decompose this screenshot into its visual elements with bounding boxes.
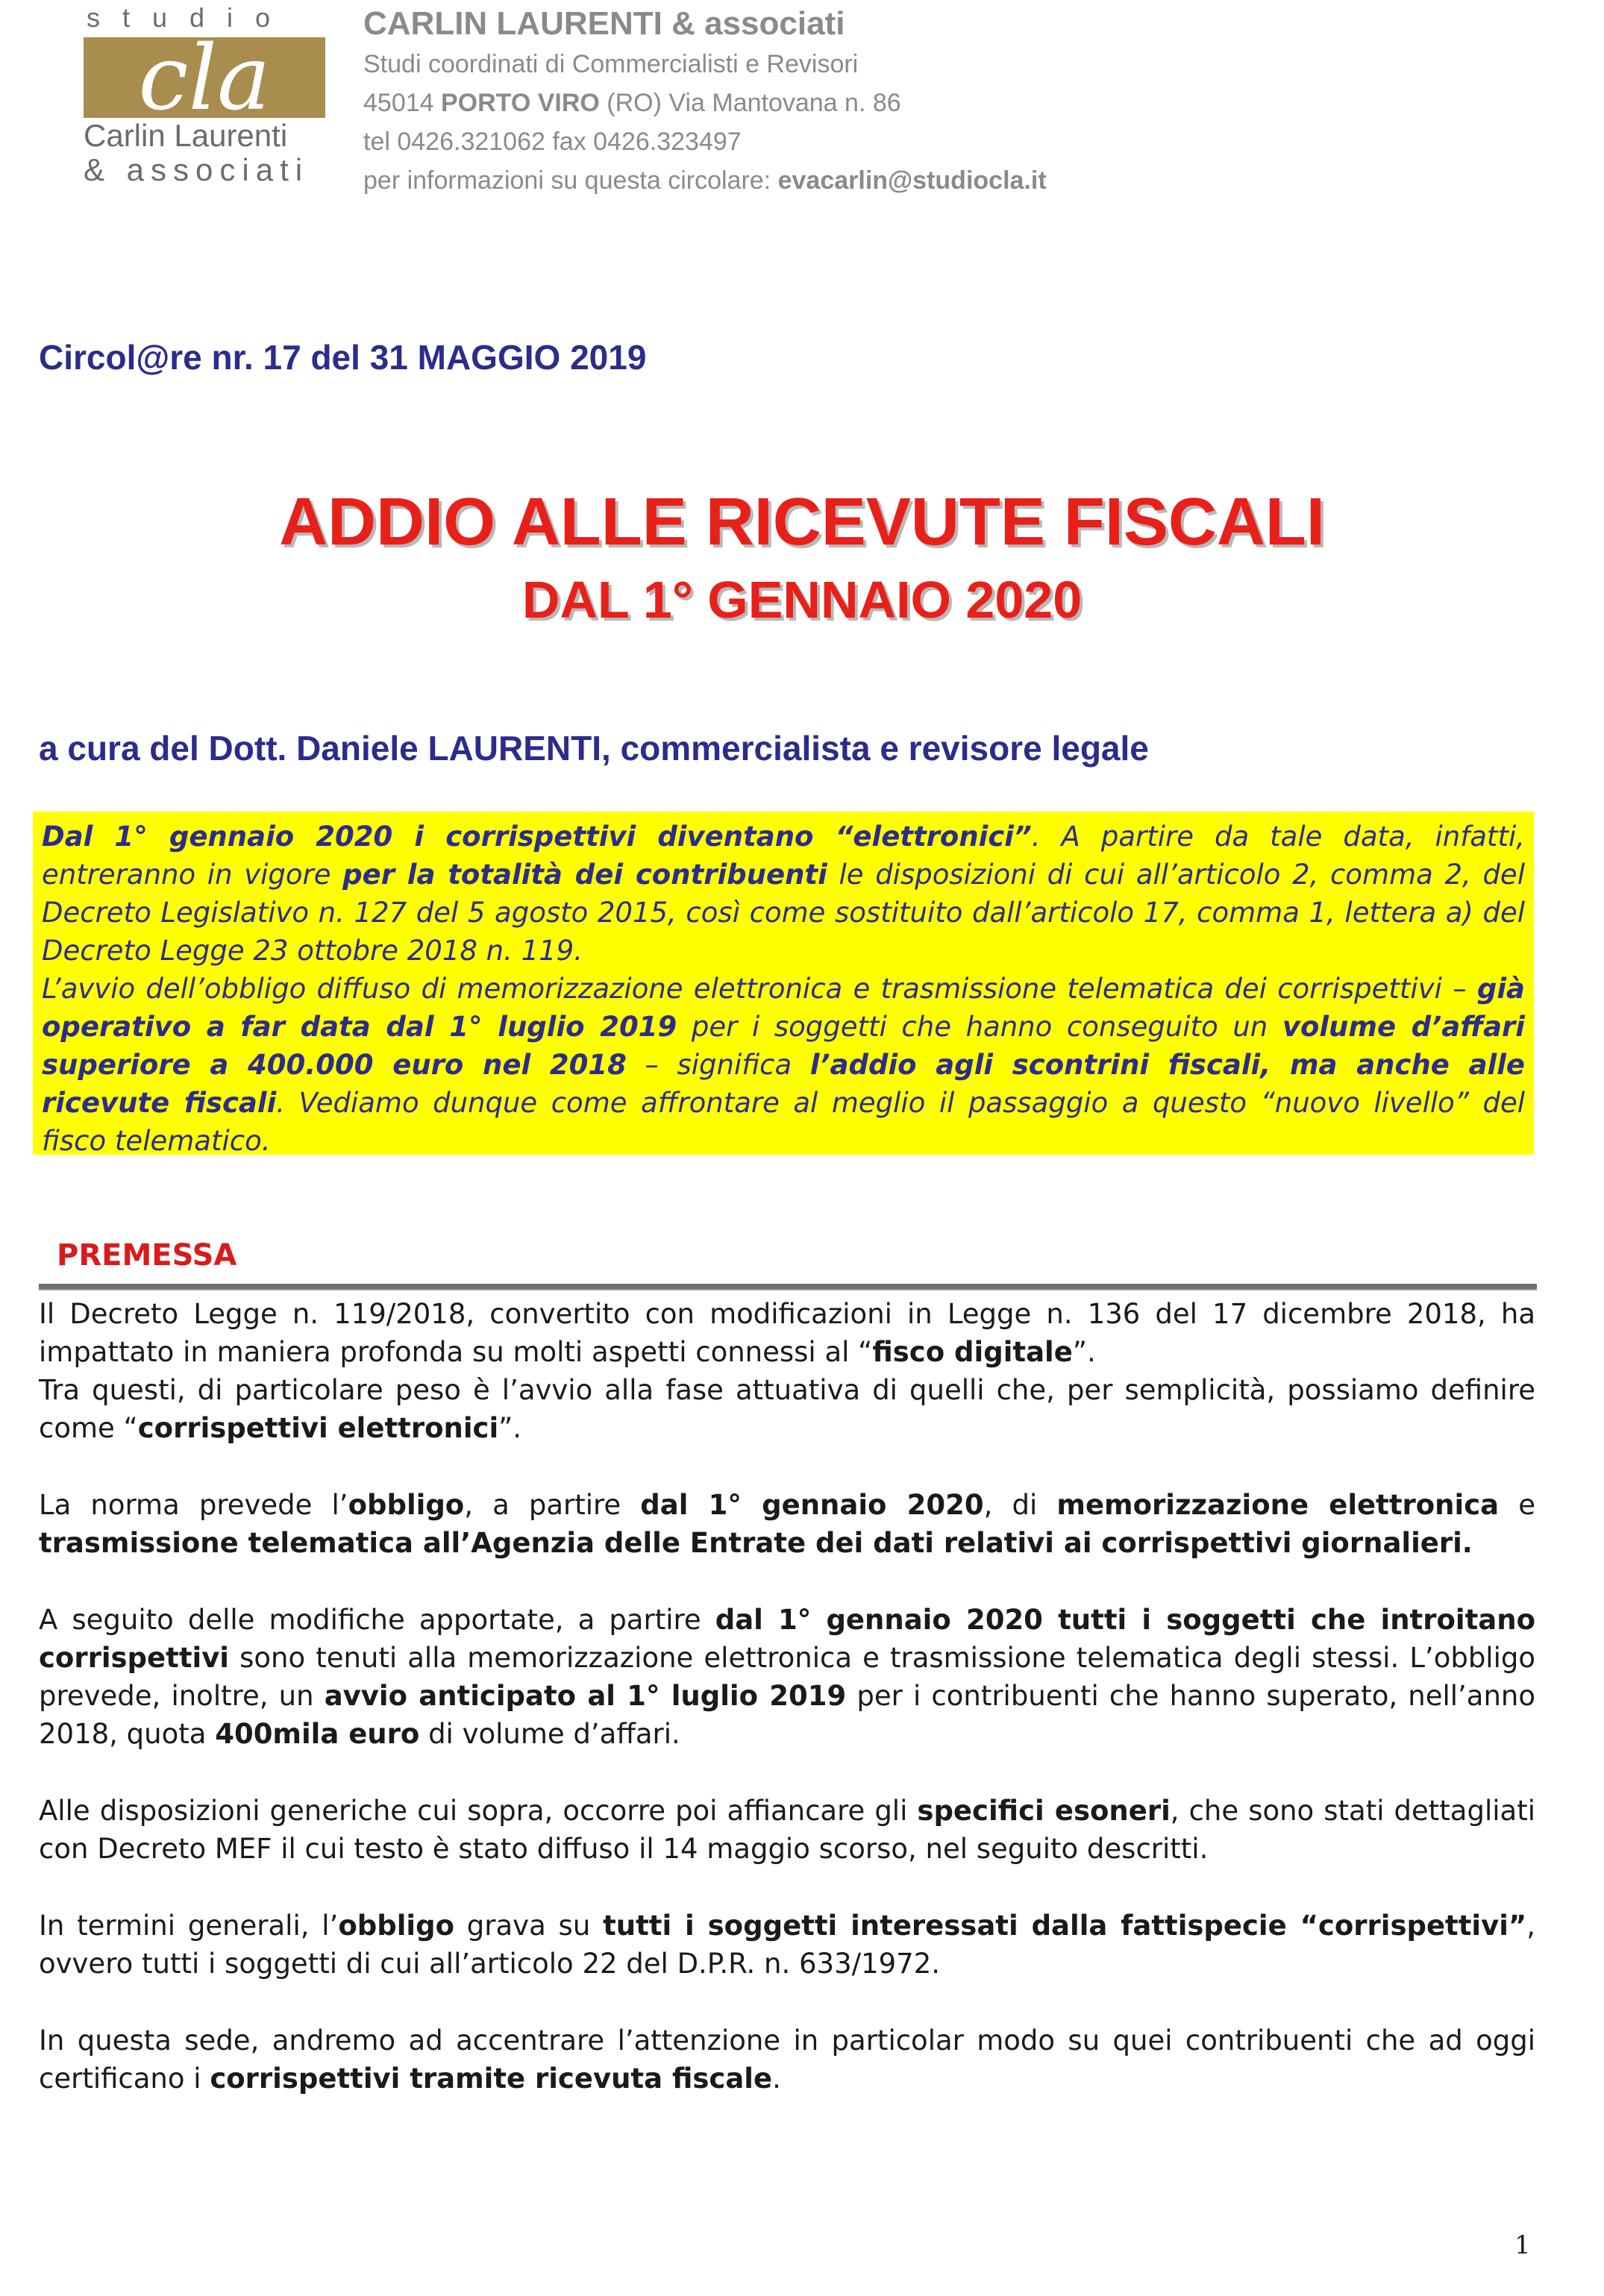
logo-assoc-text: & associati: [84, 152, 310, 187]
circolare-number: Circol@re nr. 17 del 31 MAGGIO 2019: [39, 338, 647, 377]
section-divider: [39, 1284, 1537, 1290]
org-header: [363, 3, 1408, 200]
body-paragraph-4: Alle disposizioni generiche cui sopra, occorre poi affiancare gli specifici esoneri, che sono stati dettagliati con Decreto MEF il cui testo è stato diffuso il 14 maggio scorso, nel seguito descritti.: [39, 1795, 1535, 1865]
body-paragraph-5: In termini generali, l’obbligo grava su tutti i soggetti interessati dalla fattispecie “corrispettivi”, ovvero tutti i soggetti di cui all’articolo 22 del D.P.R. n. 633/1972.: [39, 1910, 1535, 1980]
logo-mark-letters: cla: [138, 37, 271, 118]
logo-studio-text: studio: [87, 2, 293, 33]
studio-logo: [84, 0, 330, 186]
page-number: 1: [1514, 2230, 1531, 2260]
contact-email-link[interactable]: evacarlin@studiocla.it: [777, 166, 1047, 195]
author-line: a cura del Dott. Daniele LAURENTI, commercialista e revisore legale: [39, 729, 1149, 768]
section-title: PREMESSA: [57, 1238, 237, 1273]
abstract-box: [33, 812, 1534, 1155]
logo-cla-mark: [84, 37, 325, 118]
org-contact: per informazioni su questa circolare: evacarlin@studiocla.it: [363, 166, 1047, 195]
abstract-paragraph-2: L’avvio dell’obbligo diffuso di memorizzazione elettronica e trasmissione telematica dei corrispettivi – già operativo a far data dal 1° luglio 2019 per i soggetti che hanno conseguito un volume d’affari superiore a 400.000 euro nel 2018 – significa l’addio agli scontrini fiscali, ma anche alle ricevute fiscali. Vediamo dunque come affrontare al meglio il passaggio a questo “nuovo livello” del fisco telematico.: [42, 973, 1526, 1157]
body-paragraph-3: A seguito delle modifiche apportate, a partire dal 1° gennaio 2020 tutti i soggetti che introitano corrispettivi sono tenuti alla memorizzazione elettronica e trasmissione telematica degli stessi. L’obbligo prevede, inoltre, un avvio anticipato al 1° luglio 2019 per i contribuenti che hanno superato, nell’anno 2018, quota 400mila euro di volume d’affari.: [39, 1604, 1536, 1750]
org-phone-fax: tel 0426.321062 fax 0426.323497: [363, 128, 742, 156]
document-title: ADDIO ALLE RICEVUTE FISCALI: [279, 485, 1325, 559]
org-name: CARLIN LAURENTI & associati: [363, 5, 845, 42]
body-paragraph-6: In questa sede, andremo ad accentrare l’attenzione in particolar modo su quei contribuenti che ad oggi certificano i corrispettivi tramite ricevuta fiscale.: [39, 2024, 1535, 2095]
org-address: 45014 PORTO VIRO (RO) Via Mantovana n. 86: [363, 89, 901, 117]
abstract-paragraph-1: Dal 1° gennaio 2020 i corrispettivi diventano “elettronici”. A partire da tale data, infatti, entreranno in vigore per la totalità dei contribuenti le disposizioni di cui all’articolo 2, comma 2, del Decreto Legislativo n. 127 del 5 agosto 2015, così come sostituito dall’articolo 17, comma 1, lettera a) del Decreto Legge 23 ottobre 2018 n. 119.: [42, 821, 1525, 967]
org-description: Studi coordinati di Commercialisti e Revisori: [363, 50, 859, 78]
logo-name-text: Carlin Laurenti: [84, 118, 288, 153]
body-paragraph-1: Il Decreto Legge n. 119/2018, convertito con modificazioni in Legge n. 136 del 17 dicembre 2018, ha impattato in maniera profonda su molti aspetti connessi al “fisco digitale”. Tra questi, di particolare peso è l’avvio alla fase attuativa di quelli che, per semplicità, possiamo definire come “corrispettivi elettronici”.: [39, 1298, 1535, 1444]
document-subtitle: DAL 1° GENNAIO 2020: [521, 571, 1083, 629]
body-paragraph-2: La norma prevede l’obbligo, a partire dal 1° gennaio 2020, di memorizzazione elettronica e trasmissione telematica all’Agenzia delle Entrate dei dati relativi ai corrispettivi giornalieri.: [39, 1489, 1535, 1559]
